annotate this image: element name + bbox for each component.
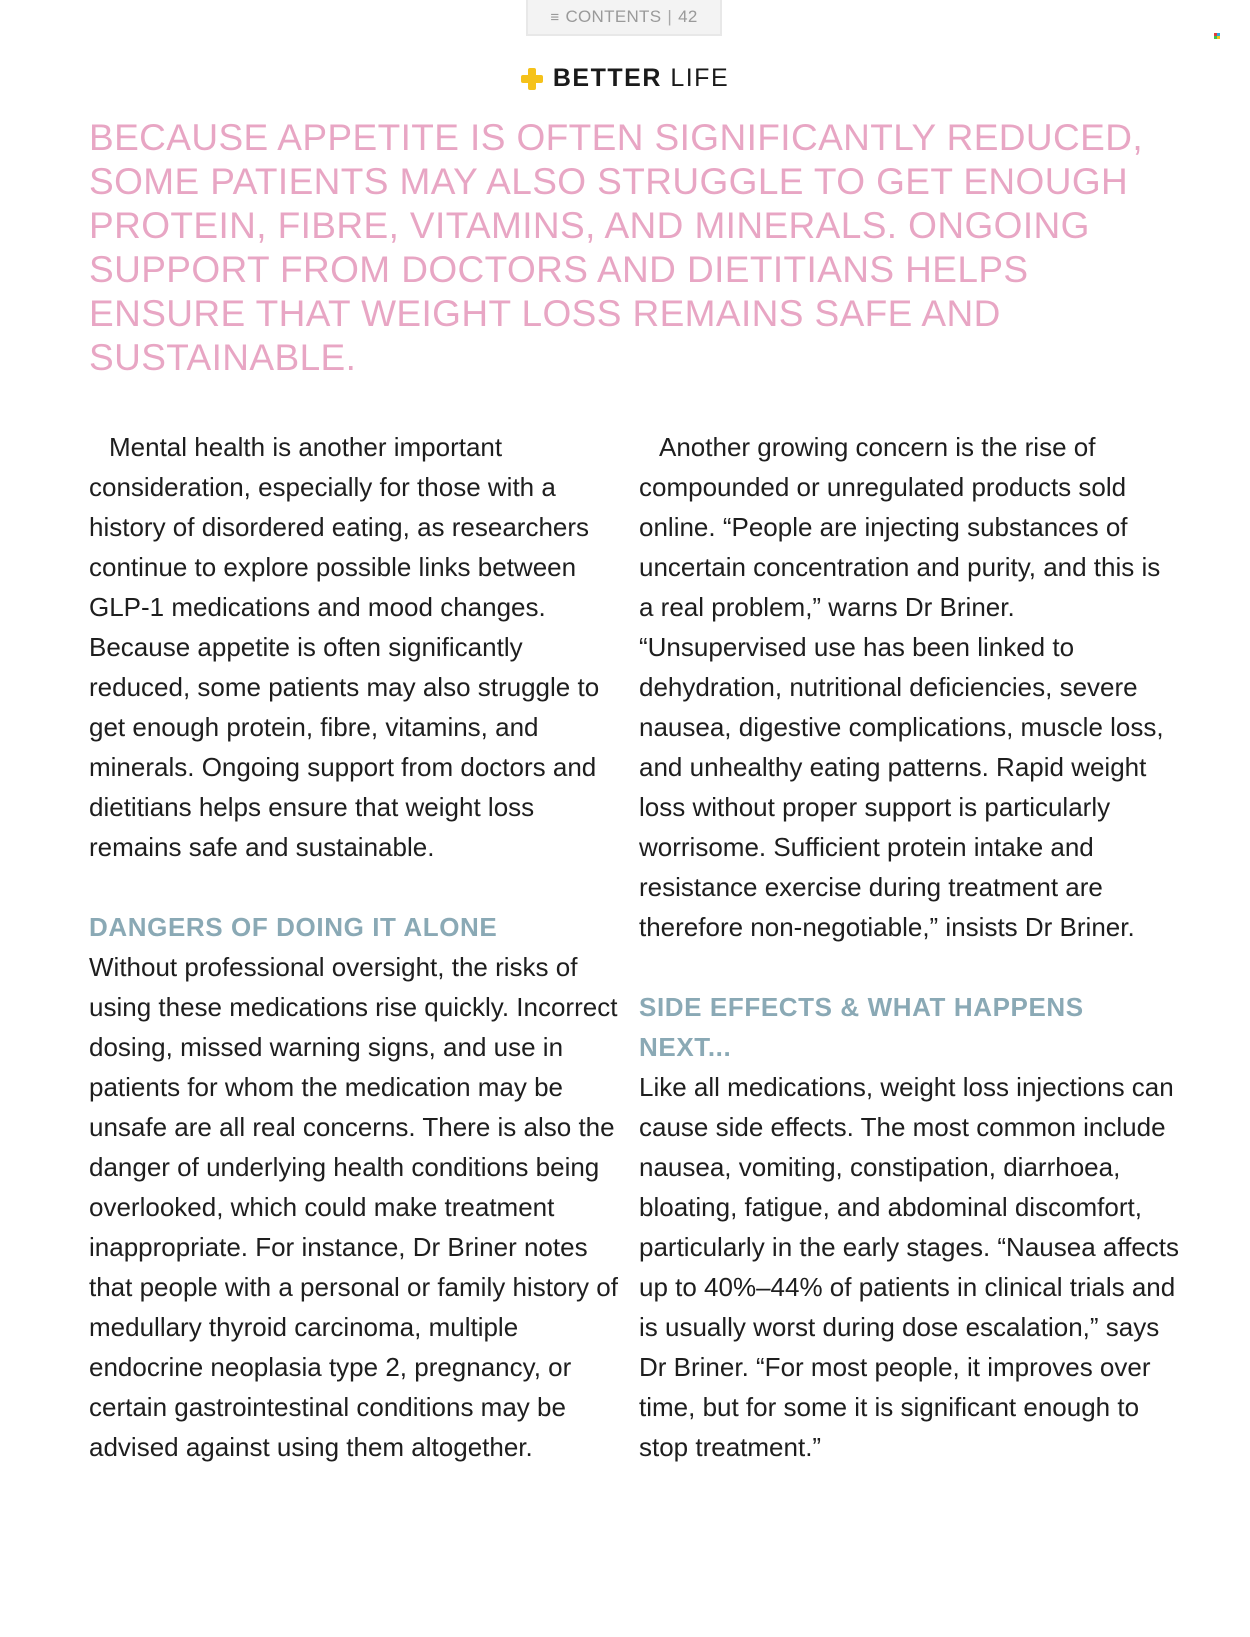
menu-icon: ≡ [550, 8, 560, 26]
left-column [89, 427, 629, 1467]
section-label [0, 64, 1250, 93]
body-paragraph: Like all medications, weight loss injections can cause side effects. The most common include nausea, vomiting, constipation, diarrhoea, bloating, fatigue, and abdominal discomfort, particularly in the early stages. “Nausea affects up to 40%–44% of patients in clinical trials and is usually worst during dose escalation,” says Dr Briner. “For most people, it improves over time, but for some it is significant enough to stop treatment.” [639, 1072, 1180, 1462]
body-paragraph: Without professional oversight, the risks of using these medications rise quickly. Incorrect dosing, missed warning signs, and use in patients for whom the medication may be unsafe are all real concerns. There is also the danger of underlying health conditions being overlooked, which could make treatment inappropriate. For instance, Dr Briner notes that people with a personal or family history of medullary thyroid carcinoma, multiple endocrine neoplasia type 2, pregnancy, or certain gastrointestinal conditions may be advised against using them altogether. [89, 952, 618, 1462]
section-title-bold: BETTER [552, 64, 662, 92]
page-number: 42 [678, 7, 698, 26]
pull-quote: BECAUSE APPETITE IS OFTEN SIGNIFICANTLY REDUCED, SOME PATIENTS MAY ALSO STRUGGLE TO GET ENOUGH PROTEIN, FIBRE, VITAMINS, AND MINERALS. ONGOING SUPPORT FROM DOCTORS AND DIETITIANS HELPS ENSURE THAT WEIGHT LOSS REMAINS SAFE AND SUSTAINABLE. [89, 117, 1144, 378]
corner-logo-icon [1214, 33, 1220, 39]
section-title-light: LIFE [670, 64, 730, 92]
section-subhead: DANGERS OF DOING IT ALONE [89, 912, 498, 942]
body-paragraph: Mental health is another important consideration, especially for those with a history of disordered eating, as researchers continue to explore possible links between GLP-1 medications and mood changes. Because appetite is often significantly reduced, some patients may also struggle to get enough protein, fibre, vitamins, and minerals. Ongoing support from doctors and dietitians helps ensure that weight loss remains safe and sustainable. [89, 432, 600, 862]
plus-icon [521, 68, 543, 90]
body-paragraph: Another growing concern is the rise of compounded or unregulated products sold online. “People are injecting substances of uncertain concentration and purity, and this is a real problem,” warns Dr Briner. “Unsupervised use has been linked to dehydration, nutritional deficiencies, severe nausea, digestive complications, muscle loss, and unhealthy eating patterns. Rapid weight loss without proper support is particularly worrisome. Sufficient protein intake and resistance exercise during treatment are therefore non-negotiable,” insists Dr Briner. [639, 432, 1164, 942]
contents-label: CONTENTS [565, 7, 662, 26]
section-subhead: SIDE EFFECTS & WHAT HAPPENS NEXT... [639, 992, 1084, 1062]
contents-button[interactable] [526, 0, 722, 36]
right-column [639, 427, 1179, 1467]
nav-separator: | [667, 7, 673, 26]
